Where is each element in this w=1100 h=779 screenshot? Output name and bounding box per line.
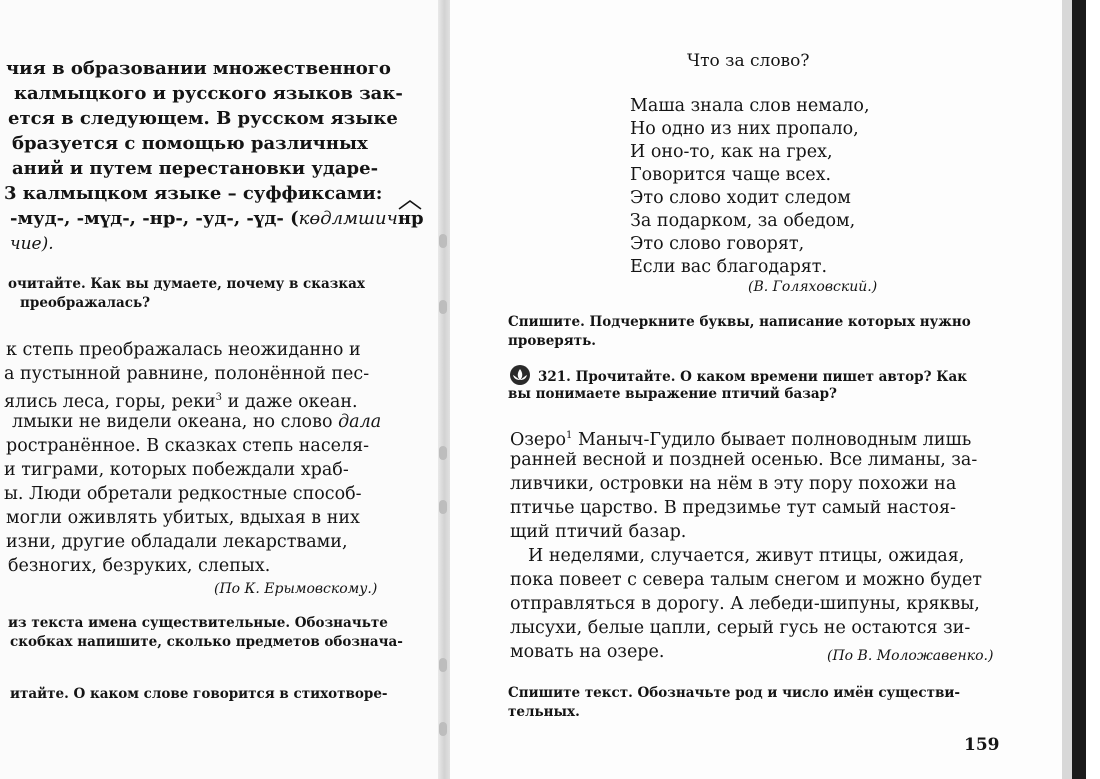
suffix-example-ending: нр [398,208,424,229]
exercise-prompt: вы понимаете выражение птичий базар? [508,386,837,402]
poem-line: Говорится чаще всех. [630,165,832,185]
text-line: изни, другие обладали лекарствами, [6,532,348,552]
text-line: ространённое. В сказках степь населя- [6,436,370,456]
task-line: Спишите. Подчеркните буквы, написание которых нужно [508,314,971,330]
text-line: И неделями, случается, живут птицы, ожидая, [528,546,965,566]
text-line: и тиграми, которых побеждали храб- [4,460,349,480]
suffix-mark-icon [397,200,423,210]
text-line: ялись леса, горы, реки$^3$ и даже океан. [4,391,358,412]
suffix-line [10,208,424,230]
binding-hole [439,300,447,314]
poem-line: Если вас благодарят. [630,257,828,277]
binding-hole [439,722,447,736]
page-edge-shadow [1062,0,1072,779]
paragraph-line: чия в образовании множественного [6,58,391,79]
text-line: птичье царство. В предзимье тут самый настоя- [510,498,956,518]
task-line: очитайте. Как вы думаете, почему в сказках [8,276,365,292]
poem-line: Но одно из них пропало, [630,119,859,139]
binding-hole [439,234,447,248]
paragraph-line: бразуется с помощью различных [12,133,368,154]
paragraph-line: калмыцкого и русского языков зак- [14,83,403,104]
text-line: ы. Люди обретали редкостные способ- [4,484,362,504]
right-page [450,0,1065,779]
lotus-icon [508,365,532,385]
text-line: лмыки не видели океана, но слово дала [12,412,382,432]
book-cover-edge [1072,0,1086,779]
task-line: тельных. [508,704,580,720]
text-line: пока повеет с севера талым снегом и можно будет [510,570,982,590]
footnote-mark: 3 [215,392,223,403]
term-dala: дала [338,412,382,432]
task-line: скобках напишите, сколько предметов обознача- [10,634,403,650]
text-line: лысухи, белые цапли, серый гусь не остаются зи- [510,618,971,638]
text-line: Озеро$^1$ Маныч-Гудило бывает полноводным лишь [510,429,972,450]
footnote-mark: 1 [566,430,573,441]
task-line: преображалась? [20,295,151,311]
exercise-number: 321. [538,369,571,385]
text-line: а пустынной равнине, полонённой пес- [4,364,370,384]
suffix-list: -муд-, -мүд-, -нр-, -уд-, -үд- ( [10,208,299,229]
poem-line: И оно-то, как на грех, [630,142,833,162]
highlighted-phrase: птичий базар [721,386,830,402]
left-page [0,0,440,779]
page-number: 159 [964,735,1000,755]
binding-hole [439,658,447,672]
binding-hole [439,500,447,514]
text-line: отправляться в дорогу. А лебеди-шипуны, кряквы, [510,594,980,614]
poem-line: Маша знала слов немало, [630,96,870,116]
text-line: ранней весной и поздней осенью. Все лиманы, за- [510,450,978,470]
paragraph-line: аний и путем перестановки ударе- [12,158,379,179]
task-line: итайте. О каком слове говорится в стихотворе- [10,686,388,702]
task-line: Спишите текст. Обозначьте род и число имён существи- [508,685,960,701]
suffix-example-stem: көдлмшич [298,208,398,229]
paragraph-end: чие). [10,234,54,254]
text-line: к степь преображалась неожиданно и [6,340,361,360]
citation: (По К. Ерымовскому.) [214,581,378,597]
text-line: щий птичий базар. [510,522,687,542]
paragraph-line: 3 калмыцком языке – суффиксами: [4,183,383,204]
text-line: безногих, безруких, слепых. [8,556,271,576]
task-line: из текста имена существительные. Обозначьте [8,615,388,631]
poem-line: Это слово ходит следом [630,188,851,208]
poem-line: Это слово говорят, [630,234,805,254]
poem-line: За подарком, за обедом, [630,211,856,231]
citation: (По В. Моложавенко.) [827,648,994,664]
poem-citation: (В. Голяховский.) [748,279,878,295]
exercise-header: 321. Прочитайте. О каком времени пишет автор? Как [508,365,967,387]
binding-hole [439,446,447,460]
text-line: ливчики, островки на нём в эту пору похожи на [510,474,957,494]
paragraph-line: ется в следующем. В русском языке [8,108,398,129]
task-line: проверять. [508,333,596,349]
poem-title: Что за слово? [687,51,810,71]
text-line: мовать на озере. [510,642,665,662]
text-line: могли оживлять убитых, вдыхая в них [6,508,360,528]
